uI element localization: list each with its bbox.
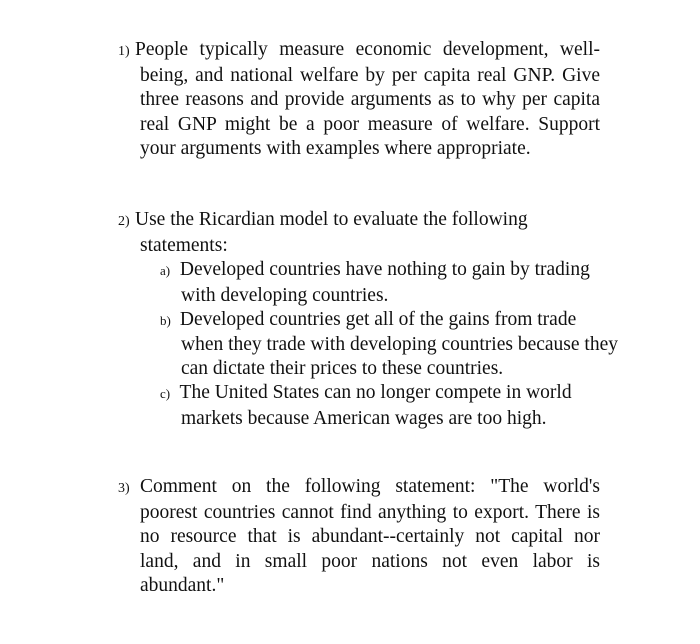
- question-2-body: [118, 208, 600, 258]
- question-3-text: Comment on the following statement: "The world's poorest countries cannot find anything to export. There is no resource that is abundant--certainly not capital nor land, and in small poor nations not even labor is abundant.": [140, 476, 600, 596]
- part-a-text: Developed countries have nothing to gain by trading with developing countries.: [179, 259, 590, 306]
- part-b-text: Developed countries get all of the gains from trade when they trade with developing countries because they can dictate their prices to these countries.: [179, 308, 618, 380]
- question-2-part-c: [160, 381, 621, 430]
- question-2-text: Use the Ricardian model to evaluate the following statements:: [135, 209, 528, 257]
- part-b-label: b): [160, 312, 171, 328]
- part-a-label: a): [160, 263, 171, 279]
- question-2: [118, 208, 618, 431]
- question-1-number: 1): [118, 44, 130, 59]
- question-3: [118, 475, 600, 598]
- part-c-label: c): [160, 386, 171, 402]
- question-1-text: People typically measure economic development, well-being, and national welfare by per capita real GNP. Give three reasons and provide arguments as to why per capita real GNP might be a poor measure of welfare. Support your arguments with examples where appropriate.: [135, 39, 600, 159]
- question-3-number: 3): [118, 481, 130, 496]
- question-2-part-b: [160, 308, 621, 382]
- question-1-body: [118, 38, 600, 161]
- question-3-body: [118, 475, 600, 598]
- question-2-number: 2): [118, 214, 130, 229]
- question-1: [118, 38, 600, 161]
- part-c-text: The United States can no longer compete in world markets because American wages are too high.: [179, 382, 572, 429]
- question-2-part-a: [160, 258, 621, 307]
